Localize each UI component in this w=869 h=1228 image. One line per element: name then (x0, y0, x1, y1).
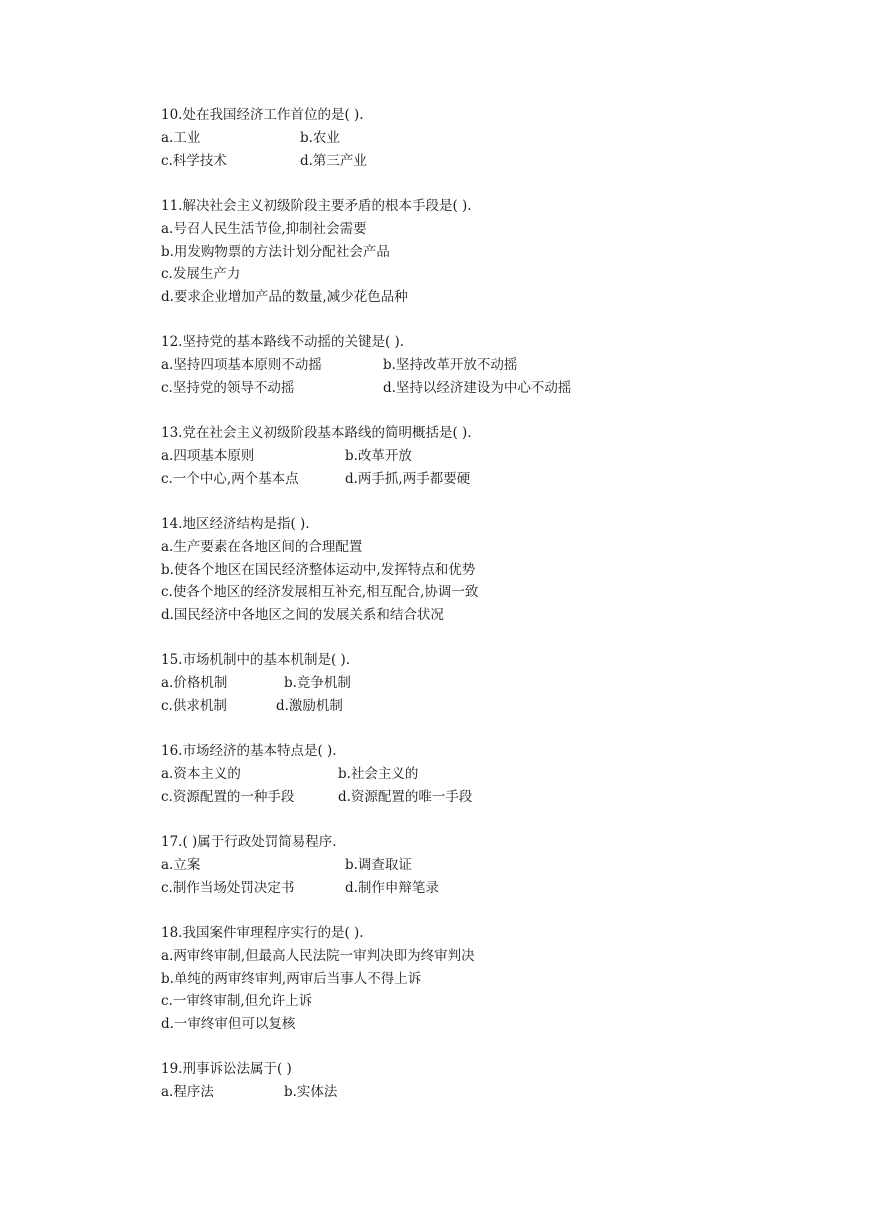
option-d: d.激励机制 (276, 697, 343, 714)
option-row (161, 1081, 801, 1104)
option-c: c.供求机制 (161, 697, 227, 714)
question-15 (161, 649, 801, 717)
option-b: b.农业 (300, 129, 340, 146)
question-11 (161, 195, 801, 309)
option-c: c.科学技术 (161, 152, 227, 169)
option-a: a.四项基本原则 (161, 447, 255, 464)
question-16 (161, 740, 801, 808)
option-d: d.制作申辩笔录 (345, 879, 439, 896)
option-b: b.改革开放 (345, 447, 412, 464)
option-c: c.使各个地区的经济发展相互补充,相互配合,协调一致 (161, 584, 479, 601)
question-stem: 17.( )属于行政处罚简易程序. (161, 834, 337, 850)
option-b: b.实体法 (284, 1083, 338, 1100)
option-row (161, 695, 801, 718)
question-12 (161, 331, 801, 399)
option-row (161, 354, 801, 377)
option-row (161, 763, 801, 786)
question-14 (161, 513, 801, 627)
question-13 (161, 422, 801, 490)
option-d: d.要求企业增加产品的数量,减少花色品种 (161, 289, 408, 306)
option-a: a.号召人民生活节俭,抑制社会需要 (161, 220, 367, 237)
question-18 (161, 922, 801, 1036)
option-a: a.程序法 (161, 1083, 214, 1100)
option-d: d.第三产业 (300, 152, 367, 169)
question-stem: 15.市场机制中的基本机制是( ). (161, 652, 351, 668)
option-row (161, 377, 801, 400)
option-a: a.工业 (161, 129, 201, 146)
option-a: a.生产要素在各地区间的合理配置 (161, 538, 363, 555)
option-b: b.竞争机制 (284, 674, 351, 691)
option-b: b.使各个地区在国民经济整体运动中,发挥特点和优势 (161, 561, 476, 578)
option-row (161, 150, 801, 173)
option-c: c.制作当场处罚决定书 (161, 879, 295, 896)
question-stem: 10.处在我国经济工作首位的是( ). (161, 107, 364, 123)
option-c: c.坚持党的领导不动摇 (161, 379, 295, 396)
question-stem: 16.市场经济的基本特点是( ). (161, 743, 337, 759)
option-row (161, 445, 801, 468)
question-stem: 11.解决社会主义初级阶段主要矛盾的根本手段是( ). (161, 198, 472, 214)
option-d: d.两手抓,两手都要硬 (345, 470, 471, 487)
option-a: a.资本主义的 (161, 765, 241, 782)
option-b: b.社会主义的 (338, 765, 419, 782)
question-stem: 13.党在社会主义初级阶段基本路线的简明概括是( ). (161, 425, 472, 441)
option-row (161, 127, 801, 150)
question-stem: 19.刑事诉讼法属于( ) (161, 1061, 292, 1077)
option-a: a.立案 (161, 856, 201, 873)
option-a: a.价格机制 (161, 674, 228, 691)
question-stem: 14.地区经济结构是指( ). (161, 516, 310, 532)
option-a: a.两审终审制,但最高人民法院一审判决即为终审判决 (161, 947, 475, 964)
option-d: d.一审终审但可以复核 (161, 1016, 296, 1033)
option-a: a.坚持四项基本原则不动摇 (161, 356, 322, 373)
option-row (161, 854, 801, 877)
option-row (161, 468, 801, 491)
option-d: d.坚持以经济建设为中心不动摇 (383, 379, 572, 396)
option-b: b.单纯的两审终审判,两审后当事人不得上诉 (161, 970, 422, 987)
option-c: c.发展生产力 (161, 266, 241, 283)
option-b: b.调查取证 (345, 856, 412, 873)
question-19 (161, 1058, 801, 1104)
option-d: d.资源配置的唯一手段 (338, 788, 473, 805)
option-d: d.国民经济中各地区之间的发展关系和结合状况 (161, 607, 444, 624)
option-c: c.一个中心,两个基本点 (161, 470, 299, 487)
option-row (161, 877, 801, 900)
option-row (161, 786, 801, 809)
option-c: c.一审终审制,但允许上诉 (161, 993, 313, 1010)
option-b: b.用发购物票的方法计划分配社会产品 (161, 243, 390, 260)
option-c: c.资源配置的一种手段 (161, 788, 295, 805)
question-stem: 12.坚持党的基本路线不动摇的关键是( ). (161, 334, 405, 350)
option-b: b.坚持改革开放不动摇 (383, 356, 518, 373)
question-17 (161, 831, 801, 899)
question-stem: 18.我国案件审理程序实行的是( ). (161, 925, 364, 941)
question-10 (161, 104, 801, 172)
option-row (161, 672, 801, 695)
